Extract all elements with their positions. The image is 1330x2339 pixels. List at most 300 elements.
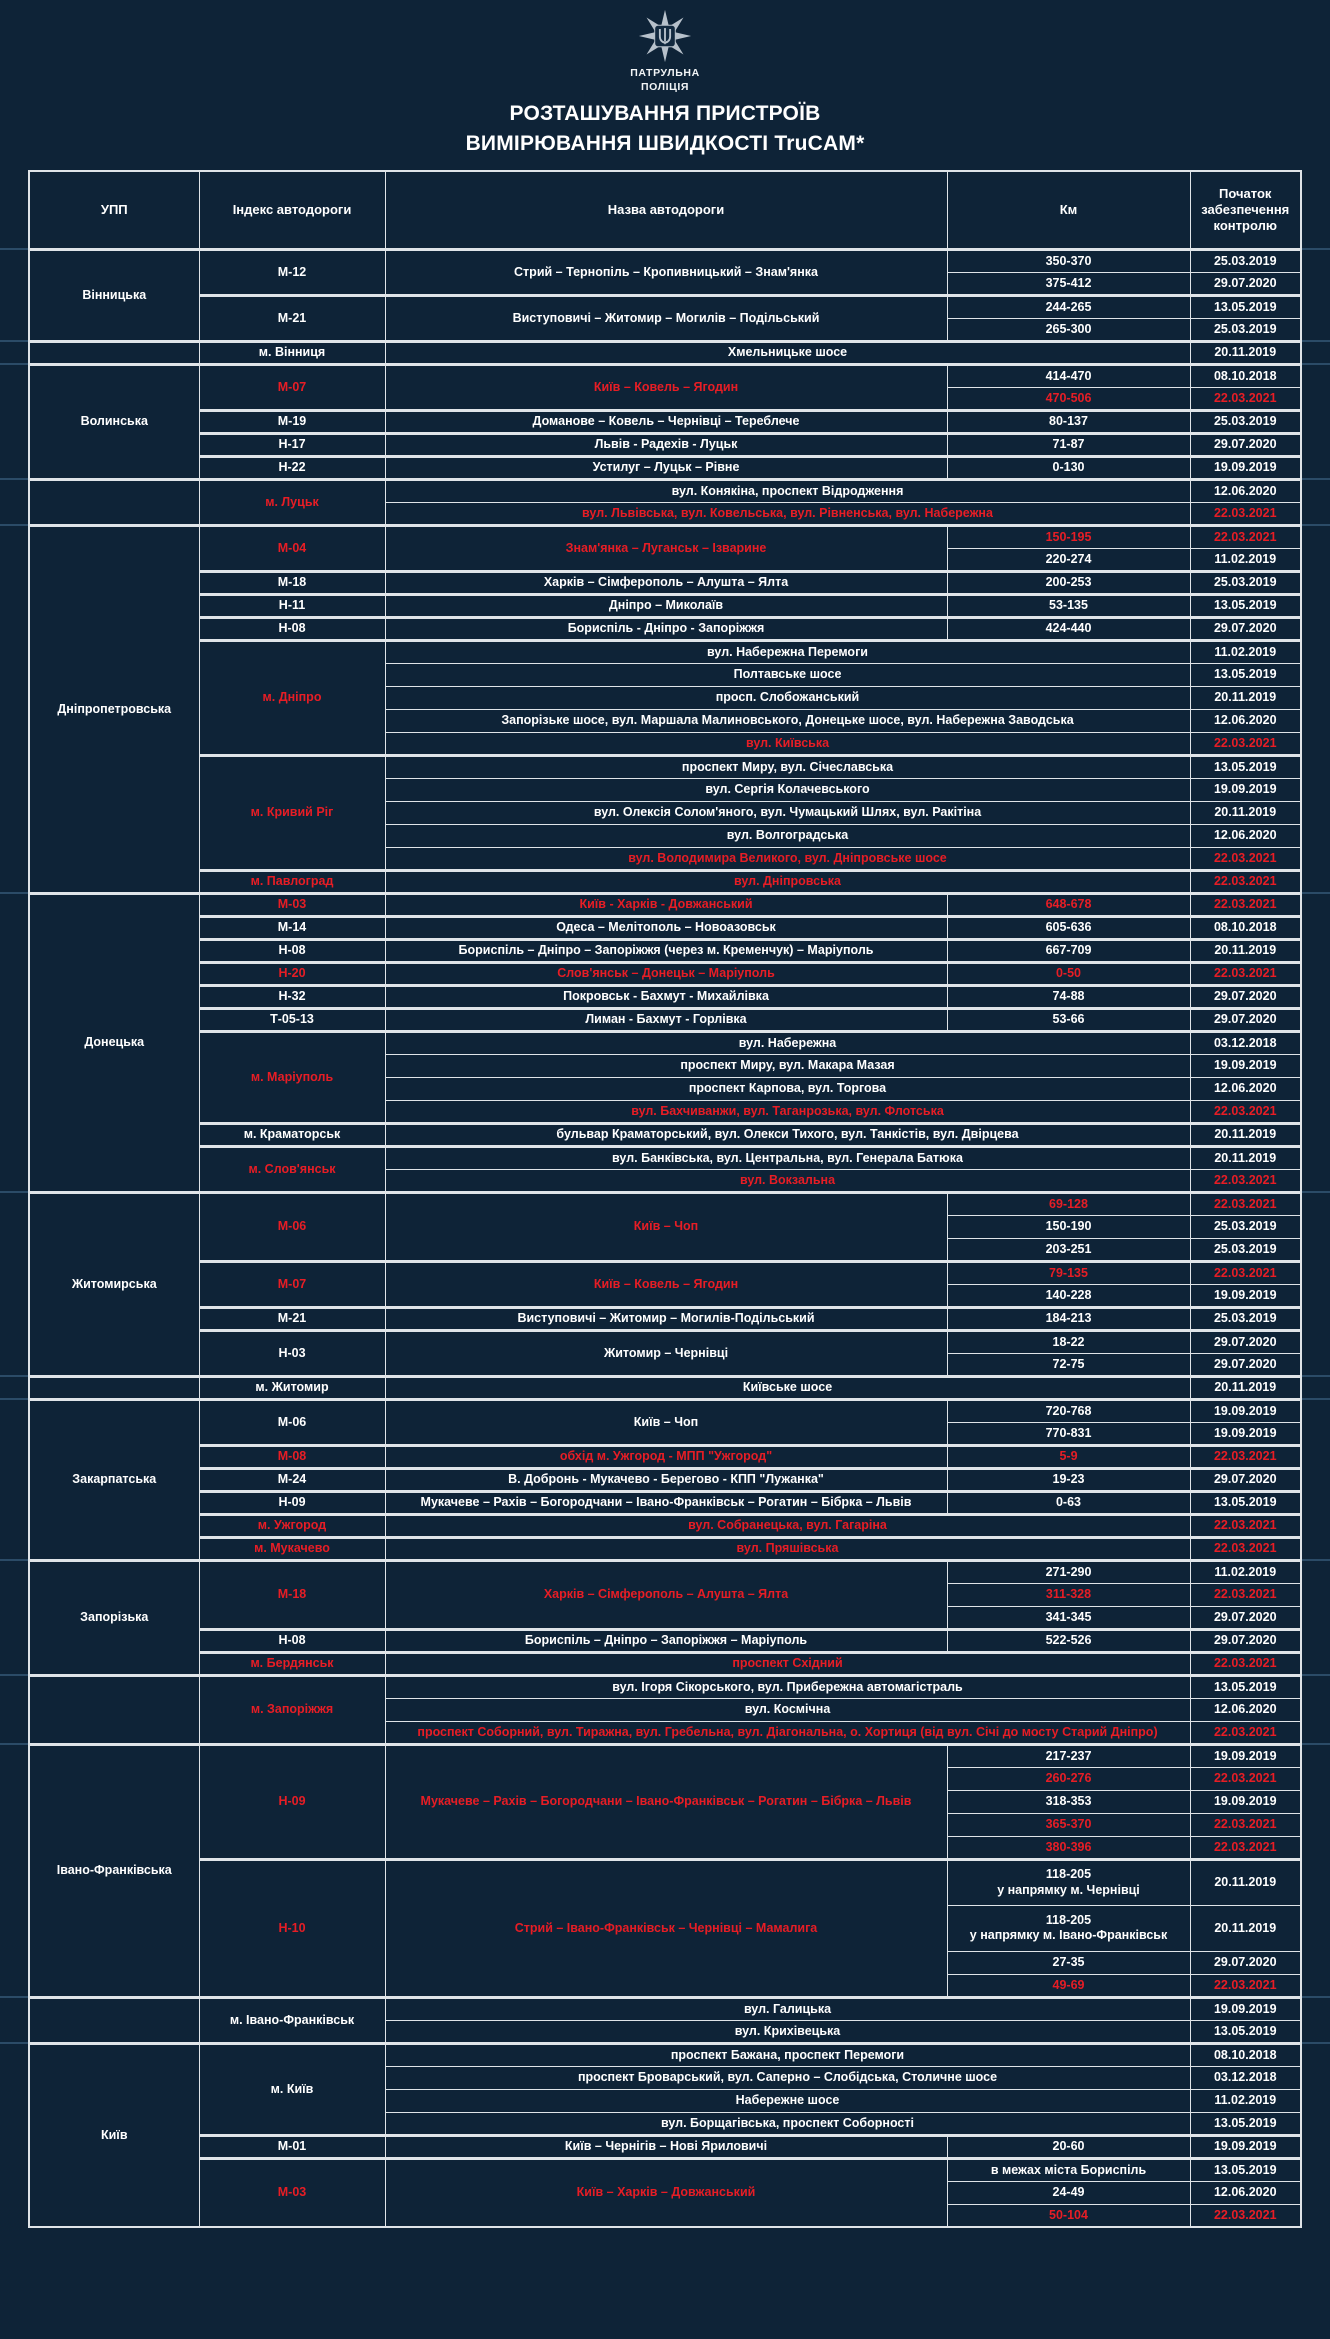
road-segment-row: [29, 1399, 1301, 1422]
date-cell: 19.09.2019: [1190, 1054, 1301, 1077]
road-name-cell: Лиман - Бахмут - Горлівка: [385, 1008, 947, 1031]
km-cell: 0-130: [947, 456, 1190, 479]
street-cell: вул. Галицька: [385, 1997, 1190, 2020]
street-cell: вул. Сергія Колачевського: [385, 778, 1190, 801]
city-street-row: [29, 870, 1301, 893]
date-cell: 22.03.2021: [1190, 1169, 1301, 1192]
city-street-row: [29, 1514, 1301, 1537]
road-index-cell: Н-08: [199, 939, 385, 962]
road-segment-row: [29, 456, 1301, 479]
km-cell: 150-195: [947, 525, 1190, 548]
date-cell: 13.05.2019: [1190, 2158, 1301, 2181]
road-name-cell: Бориспіль – Дніпро – Запоріжжя – Маріуполь: [385, 1629, 947, 1652]
street-cell: проспект Карпова, вул. Торгова: [385, 1077, 1190, 1100]
road-name-cell: Устилуг – Луцьк – Рівне: [385, 456, 947, 479]
road-index-cell: Н-03: [199, 1330, 385, 1376]
date-cell: 22.03.2021: [1190, 1652, 1301, 1675]
city-name-cell: м. Житомир: [199, 1376, 385, 1399]
street-cell: вул. Банківська, вул. Центральна, вул. Генерала Батюка: [385, 1146, 1190, 1169]
street-cell: вул. Київська: [385, 732, 1190, 755]
org-name-line2: ПОЛІЦІЯ: [640, 80, 690, 93]
date-cell: 12.06.2020: [1190, 479, 1301, 502]
road-segment-row: [29, 1330, 1301, 1353]
date-cell: 19.09.2019: [1190, 778, 1301, 801]
date-cell: 13.05.2019: [1190, 1491, 1301, 1514]
date-cell: 11.02.2019: [1190, 2089, 1301, 2112]
road-name-cell: Київ – Ковель – Ягодин: [385, 364, 947, 410]
km-cell: 184-213: [947, 1307, 1190, 1330]
km-cell: 318-353: [947, 1790, 1190, 1813]
date-cell: 12.06.2020: [1190, 2181, 1301, 2204]
km-cell: 27-35: [947, 1951, 1190, 1974]
date-cell: 13.05.2019: [1190, 2112, 1301, 2135]
date-cell: 13.05.2019: [1190, 2020, 1301, 2043]
road-segment-row: [29, 893, 1301, 916]
road-segment-row: [29, 295, 1301, 318]
city-name-cell: м. Запоріжжя: [199, 1675, 385, 1744]
date-cell: 22.03.2021: [1190, 1721, 1301, 1744]
km-cell: 5-9: [947, 1445, 1190, 1468]
street-cell: вул. Львівська, вул. Ковельська, вул. Рівненська, вул. Набережна: [385, 502, 1190, 525]
road-name-cell: Покровськ - Бахмут - Михайлівка: [385, 985, 947, 1008]
date-cell: 20.11.2019: [1190, 1859, 1301, 1905]
km-cell: 50-104: [947, 2204, 1190, 2227]
road-name-cell: Виступовичі – Житомир – Могилів – Подільський: [385, 295, 947, 341]
city-street-row: [29, 479, 1301, 502]
road-name-cell: Київ – Чоп: [385, 1192, 947, 1261]
km-cell: 18-22: [947, 1330, 1190, 1353]
date-cell: 29.07.2020: [1190, 1330, 1301, 1353]
km-cell: 667-709: [947, 939, 1190, 962]
date-cell: 19.09.2019: [1190, 1790, 1301, 1813]
road-index-cell: Н-09: [199, 1744, 385, 1859]
street-cell: вул. Крихівецька: [385, 2020, 1190, 2043]
road-name-cell: Одеса – Мелітополь – Новоазовськ: [385, 916, 947, 939]
street-cell: вул. Космічна: [385, 1698, 1190, 1721]
date-cell: 25.03.2019: [1190, 1238, 1301, 1261]
city-name-cell: м. Мукачево: [199, 1537, 385, 1560]
road-index-cell: М-04: [199, 525, 385, 571]
km-cell: 69-128: [947, 1192, 1190, 1215]
road-index-cell: Н-09: [199, 1491, 385, 1514]
date-cell: 20.11.2019: [1190, 686, 1301, 709]
road-index-cell: М-24: [199, 1468, 385, 1491]
km-cell: 49-69: [947, 1974, 1190, 1997]
road-segment-row: [29, 1445, 1301, 1468]
date-cell: 20.11.2019: [1190, 341, 1301, 364]
km-cell: 470-506: [947, 387, 1190, 410]
road-segment-row: [29, 1491, 1301, 1514]
road-index-cell: Н-10: [199, 1859, 385, 1997]
road-segment-row: [29, 525, 1301, 548]
region-cell: [29, 341, 199, 364]
date-cell: 19.09.2019: [1190, 1399, 1301, 1422]
road-segment-row: [29, 2135, 1301, 2158]
road-index-cell: Т-05-13: [199, 1008, 385, 1031]
road-segment-row: [29, 985, 1301, 1008]
road-index-cell: М-18: [199, 571, 385, 594]
date-cell: 11.02.2019: [1190, 548, 1301, 571]
road-segment-row: [29, 1859, 1301, 1905]
region-cell: Вінницька: [29, 249, 199, 341]
km-cell: 217-237: [947, 1744, 1190, 1767]
street-cell: вул. Волгоградська: [385, 824, 1190, 847]
org-name: [0, 67, 1330, 94]
date-cell: 29.07.2020: [1190, 1008, 1301, 1031]
date-cell: 29.07.2020: [1190, 617, 1301, 640]
road-name-cell: Бориспіль – Дніпро – Запоріжжя (через м. Кременчук) – Маріуполь: [385, 939, 947, 962]
km-cell: 118-205 у напрямку м. Івано-Франківськ: [947, 1905, 1190, 1951]
date-cell: 12.06.2020: [1190, 1077, 1301, 1100]
date-cell: 22.03.2021: [1190, 1836, 1301, 1859]
km-cell: 244-265: [947, 295, 1190, 318]
city-name-cell: м. Павлоград: [199, 870, 385, 893]
org-name-line1: ПАТРУЛЬНА: [630, 67, 700, 79]
date-cell: 03.12.2018: [1190, 2066, 1301, 2089]
date-cell: 25.03.2019: [1190, 318, 1301, 341]
date-cell: 13.05.2019: [1190, 295, 1301, 318]
city-name-cell: м. Луцьк: [199, 479, 385, 525]
date-cell: 29.07.2020: [1190, 1468, 1301, 1491]
date-cell: 22.03.2021: [1190, 2204, 1301, 2227]
road-segment-row: [29, 1008, 1301, 1031]
road-index-cell: М-01: [199, 2135, 385, 2158]
city-name-cell: м. Бердянськ: [199, 1652, 385, 1675]
road-index-cell: Н-32: [199, 985, 385, 1008]
date-cell: 22.03.2021: [1190, 732, 1301, 755]
km-cell: 424-440: [947, 617, 1190, 640]
road-segment-row: [29, 1307, 1301, 1330]
region-cell: Дніпропетровська: [29, 525, 199, 893]
page-title-line1: РОЗТАШУВАННЯ ПРИСТРОЇВ: [509, 102, 821, 126]
km-cell: 24-49: [947, 2181, 1190, 2204]
city-name-cell: м. Дніпро: [199, 640, 385, 755]
street-cell: вул. Пряшівська: [385, 1537, 1190, 1560]
road-segment-row: [29, 249, 1301, 272]
city-street-row: [29, 341, 1301, 364]
road-name-cell: Львів - Радехів - Луцьк: [385, 433, 947, 456]
city-street-row: [29, 640, 1301, 663]
date-cell: 08.10.2018: [1190, 364, 1301, 387]
city-street-row: [29, 1031, 1301, 1054]
road-name-cell: Київ – Харків – Довжанський: [385, 2158, 947, 2227]
street-cell: просп. Слобожанський: [385, 686, 1190, 709]
city-name-cell: м. Вінниця: [199, 341, 385, 364]
date-cell: 22.03.2021: [1190, 962, 1301, 985]
km-cell: 350-370: [947, 249, 1190, 272]
header-row: [29, 171, 1301, 250]
date-cell: 22.03.2021: [1190, 1767, 1301, 1790]
road-name-cell: Стрий – Тернопіль – Кропивницький – Знам'янка: [385, 249, 947, 295]
road-name-cell: Київ – Ковель – Ягодин: [385, 1261, 947, 1307]
road-index-cell: М-19: [199, 410, 385, 433]
road-name-cell: Київ – Чоп: [385, 1399, 947, 1445]
date-cell: 22.03.2021: [1190, 1445, 1301, 1468]
page-title: [0, 99, 1330, 159]
city-name-cell: м. Маріуполь: [199, 1031, 385, 1123]
date-cell: 20.11.2019: [1190, 939, 1301, 962]
road-index-cell: М-06: [199, 1399, 385, 1445]
street-cell: проспект Броварський, вул. Саперно – Слобідська, Столичне шосе: [385, 2066, 1190, 2089]
road-index-cell: М-08: [199, 1445, 385, 1468]
city-street-row: [29, 1997, 1301, 2020]
date-cell: 22.03.2021: [1190, 1583, 1301, 1606]
km-direction-note: у напрямку м. Івано-Франківськ: [969, 1928, 1168, 1943]
city-name-cell: м. Івано-Франківськ: [199, 1997, 385, 2043]
road-name-cell: обхід м. Ужгород - МПП "Ужгород": [385, 1445, 947, 1468]
date-cell: 29.07.2020: [1190, 985, 1301, 1008]
date-cell: 20.11.2019: [1190, 1376, 1301, 1399]
km-cell: 74-88: [947, 985, 1190, 1008]
road-segment-row: [29, 433, 1301, 456]
road-name-cell: Стрий – Івано-Франківськ – Чернівці – Мамалига: [385, 1859, 947, 1997]
column-header: Індекс автодороги: [199, 171, 385, 250]
street-cell: проспект Миру, вул. Макара Мазая: [385, 1054, 1190, 1077]
road-segment-row: [29, 594, 1301, 617]
road-segment-row: [29, 410, 1301, 433]
km-cell: 380-396: [947, 1836, 1190, 1859]
date-cell: 19.09.2019: [1190, 1997, 1301, 2020]
trucam-table: [28, 170, 1302, 2229]
road-index-cell: М-03: [199, 2158, 385, 2227]
street-cell: вул. Набережна: [385, 1031, 1190, 1054]
road-name-cell: Слов'янськ – Донецьк – Маріуполь: [385, 962, 947, 985]
street-cell: вул. Дніпровська: [385, 870, 1190, 893]
street-cell: проспект Східний: [385, 1652, 1190, 1675]
date-cell: 25.03.2019: [1190, 571, 1301, 594]
km-cell: 150-190: [947, 1215, 1190, 1238]
date-cell: 22.03.2021: [1190, 893, 1301, 916]
city-street-row: [29, 1652, 1301, 1675]
road-index-cell: М-07: [199, 1261, 385, 1307]
road-index-cell: М-12: [199, 249, 385, 295]
road-name-cell: Бориспіль - Дніпро - Запоріжжя: [385, 617, 947, 640]
road-index-cell: М-06: [199, 1192, 385, 1261]
date-cell: 12.06.2020: [1190, 1698, 1301, 1721]
region-cell: Житомирська: [29, 1192, 199, 1376]
km-cell: 720-768: [947, 1399, 1190, 1422]
date-cell: 29.07.2020: [1190, 1606, 1301, 1629]
road-segment-row: [29, 617, 1301, 640]
region-cell: [29, 1997, 199, 2043]
road-index-cell: М-03: [199, 893, 385, 916]
km-cell: 53-135: [947, 594, 1190, 617]
city-street-row: [29, 1537, 1301, 1560]
street-cell: Запорізьке шосе, вул. Маршала Малиновського, Донецьке шосе, вул. Набережна Заводська: [385, 709, 1190, 732]
km-cell: 71-87: [947, 433, 1190, 456]
road-segment-row: [29, 962, 1301, 985]
region-cell: [29, 1376, 199, 1399]
date-cell: 13.05.2019: [1190, 1675, 1301, 1698]
city-street-row: [29, 2043, 1301, 2066]
km-cell: 311-328: [947, 1583, 1190, 1606]
date-cell: 22.03.2021: [1190, 525, 1301, 548]
date-cell: 29.07.2020: [1190, 272, 1301, 295]
date-cell: 25.03.2019: [1190, 1215, 1301, 1238]
date-cell: 19.09.2019: [1190, 1284, 1301, 1307]
region-cell: Запорізька: [29, 1560, 199, 1675]
km-cell: 79-135: [947, 1261, 1190, 1284]
city-street-row: [29, 1123, 1301, 1146]
region-cell: Волинська: [29, 364, 199, 479]
column-header: Км: [947, 171, 1190, 250]
road-name-cell: Дніпро – Миколаїв: [385, 594, 947, 617]
region-cell: Донецька: [29, 893, 199, 1192]
date-cell: 13.05.2019: [1190, 755, 1301, 778]
road-name-cell: Харків – Сімферополь – Алушта – Ялта: [385, 571, 947, 594]
date-cell: 29.07.2020: [1190, 433, 1301, 456]
date-cell: 29.07.2020: [1190, 1951, 1301, 1974]
km-cell: 648-678: [947, 893, 1190, 916]
date-cell: 08.10.2018: [1190, 2043, 1301, 2066]
date-cell: 11.02.2019: [1190, 640, 1301, 663]
street-cell: вул. Володимира Великого, вул. Дніпровське шосе: [385, 847, 1190, 870]
km-cell: 365-370: [947, 1813, 1190, 1836]
date-cell: 13.05.2019: [1190, 594, 1301, 617]
km-cell: 770-831: [947, 1422, 1190, 1445]
city-name-cell: м. Кривий Ріг: [199, 755, 385, 870]
road-index-cell: Н-20: [199, 962, 385, 985]
city-name-cell: м. Київ: [199, 2043, 385, 2135]
date-cell: 19.09.2019: [1190, 2135, 1301, 2158]
date-cell: 22.03.2021: [1190, 1514, 1301, 1537]
region-cell: Івано-Франківська: [29, 1744, 199, 1997]
km-cell: 203-251: [947, 1238, 1190, 1261]
road-index-cell: М-07: [199, 364, 385, 410]
road-name-cell: Київ - Харків - Довжанський: [385, 893, 947, 916]
date-cell: 20.11.2019: [1190, 1905, 1301, 1951]
km-cell: 140-228: [947, 1284, 1190, 1307]
road-name-cell: Мукачеве – Рахів – Богородчани – Івано-Франківськ – Рогатин – Бібрка – Львів: [385, 1491, 947, 1514]
city-name-cell: м. Слов'янськ: [199, 1146, 385, 1192]
km-cell: 341-345: [947, 1606, 1190, 1629]
city-name-cell: м. Краматорськ: [199, 1123, 385, 1146]
date-cell: 03.12.2018: [1190, 1031, 1301, 1054]
road-segment-row: [29, 1744, 1301, 1767]
street-cell: проспект Соборний, вул. Тиражна, вул. Гребельна, вул. Діагональна, о. Хортиця (від вул. Січі до мосту Старий Дніпро): [385, 1721, 1190, 1744]
road-segment-row: [29, 1261, 1301, 1284]
road-index-cell: Н-08: [199, 1629, 385, 1652]
street-cell: вул. Бахчиванжи, вул. Таганрозька, вул. Флотська: [385, 1100, 1190, 1123]
city-street-row: [29, 1146, 1301, 1169]
road-name-cell: Київ – Чернігів – Нові Яриловичі: [385, 2135, 947, 2158]
road-index-cell: Н-11: [199, 594, 385, 617]
street-cell: вул. Олексія Солом'яного, вул. Чумацький Шлях, вул. Ракітіна: [385, 801, 1190, 824]
patrol-police-badge-icon: [637, 8, 693, 64]
date-cell: 19.09.2019: [1190, 1422, 1301, 1445]
street-cell: вул. Собранецька, вул. Гагаріна: [385, 1514, 1190, 1537]
road-name-cell: Доманове – Ковель – Чернівці – Тереблече: [385, 410, 947, 433]
street-cell: проспект Бажана, проспект Перемоги: [385, 2043, 1190, 2066]
date-cell: 12.06.2020: [1190, 824, 1301, 847]
date-cell: 08.10.2018: [1190, 916, 1301, 939]
date-cell: 19.09.2019: [1190, 456, 1301, 479]
road-index-cell: М-14: [199, 916, 385, 939]
km-cell: 260-276: [947, 1767, 1190, 1790]
date-cell: 22.03.2021: [1190, 1100, 1301, 1123]
km-cell: в межах міста Бориспіль: [947, 2158, 1190, 2181]
street-cell: вул. Набережна Перемоги: [385, 640, 1190, 663]
city-street-row: [29, 1675, 1301, 1698]
road-name-cell: Житомир – Чернівці: [385, 1330, 947, 1376]
date-cell: 22.03.2021: [1190, 870, 1301, 893]
road-segment-row: [29, 2158, 1301, 2181]
road-segment-row: [29, 916, 1301, 939]
region-cell: [29, 479, 199, 525]
street-cell: Полтавське шосе: [385, 663, 1190, 686]
road-segment-row: [29, 1468, 1301, 1491]
road-index-cell: Н-17: [199, 433, 385, 456]
date-cell: 20.11.2019: [1190, 801, 1301, 824]
road-name-cell: В. Добронь - Мукачево - Берегово - КПП "Лужанка": [385, 1468, 947, 1491]
page-title-line2: ВИМІРЮВАННЯ ШВИДКОСТІ TruCAM*: [465, 132, 865, 156]
road-segment-row: [29, 1192, 1301, 1215]
date-cell: 25.03.2019: [1190, 410, 1301, 433]
road-segment-row: [29, 1629, 1301, 1652]
road-index-cell: Н-08: [199, 617, 385, 640]
km-cell: 200-253: [947, 571, 1190, 594]
table-header: [29, 171, 1301, 250]
date-cell: 22.03.2021: [1190, 502, 1301, 525]
date-cell: 22.03.2021: [1190, 847, 1301, 870]
km-cell: 19-23: [947, 1468, 1190, 1491]
date-cell: 22.03.2021: [1190, 1813, 1301, 1836]
road-index-cell: Н-22: [199, 456, 385, 479]
road-name-cell: Мукачеве – Рахів – Богородчани – Івано-Франківськ – Рогатин – Бібрка – Львів: [385, 1744, 947, 1859]
road-segment-row: [29, 1560, 1301, 1583]
km-cell: 20-60: [947, 2135, 1190, 2158]
date-cell: 20.11.2019: [1190, 1123, 1301, 1146]
km-cell: 220-274: [947, 548, 1190, 571]
km-direction-note: у напрямку м. Чернівці: [997, 1882, 1140, 1897]
region-cell: Київ: [29, 2043, 199, 2227]
date-cell: 25.03.2019: [1190, 249, 1301, 272]
date-cell: 29.07.2020: [1190, 1629, 1301, 1652]
date-cell: 22.03.2021: [1190, 1192, 1301, 1215]
date-cell: 22.03.2021: [1190, 387, 1301, 410]
city-name-cell: м. Ужгород: [199, 1514, 385, 1537]
date-cell: 11.02.2019: [1190, 1560, 1301, 1583]
city-street-row: [29, 1376, 1301, 1399]
road-segment-row: [29, 571, 1301, 594]
street-cell: Хмельницьке шосе: [385, 341, 1190, 364]
date-cell: 22.03.2021: [1190, 1974, 1301, 1997]
region-cell: Закарпатська: [29, 1399, 199, 1560]
road-index-cell: М-21: [199, 295, 385, 341]
km-cell: 53-66: [947, 1008, 1190, 1031]
city-street-row: [29, 755, 1301, 778]
km-cell: 522-526: [947, 1629, 1190, 1652]
table-wrap: [0, 170, 1330, 2229]
km-cell: 0-50: [947, 962, 1190, 985]
street-cell: Київське шосе: [385, 1376, 1190, 1399]
km-cell: 271-290: [947, 1560, 1190, 1583]
road-name-cell: Харків – Сімферополь – Алушта – Ялта: [385, 1560, 947, 1629]
date-cell: 25.03.2019: [1190, 1307, 1301, 1330]
road-name-cell: Виступовичі – Житомир – Могилів-Подільський: [385, 1307, 947, 1330]
km-cell: 605-636: [947, 916, 1190, 939]
column-header: Назва автодороги: [385, 171, 947, 250]
street-cell: вул. Вокзальна: [385, 1169, 1190, 1192]
road-index-cell: М-21: [199, 1307, 385, 1330]
km-cell: 0-63: [947, 1491, 1190, 1514]
road-index-cell: М-18: [199, 1560, 385, 1629]
region-cell: [29, 1675, 199, 1744]
km-cell: 118-205 у напрямку м. Чернівці: [947, 1859, 1190, 1905]
street-cell: Набережне шосе: [385, 2089, 1190, 2112]
masthead: [0, 0, 1330, 159]
column-header: Початок забезпечення контролю: [1190, 171, 1301, 250]
